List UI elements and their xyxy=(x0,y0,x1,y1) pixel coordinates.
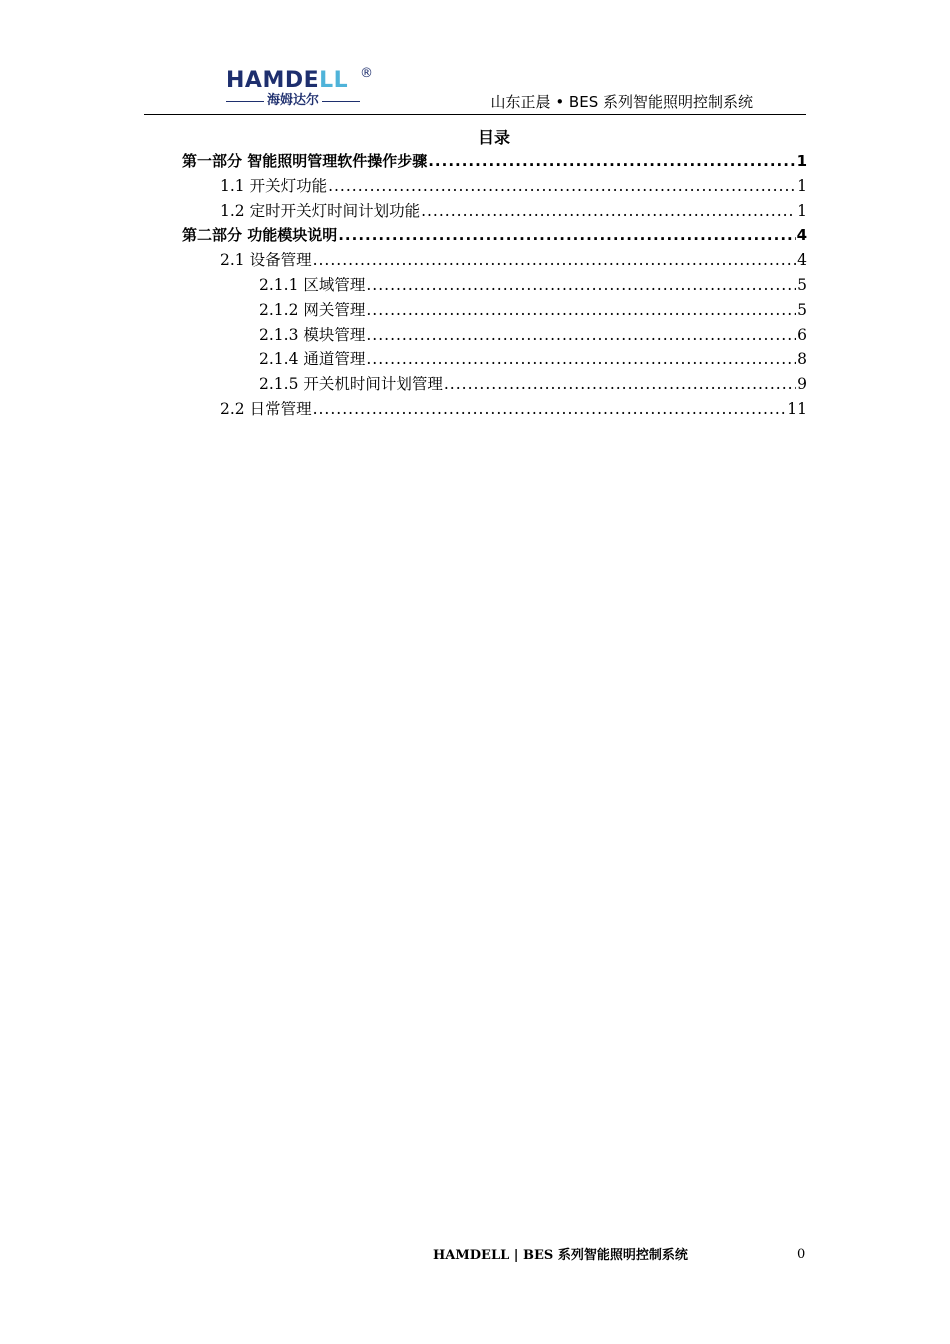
toc-leader-dots xyxy=(366,273,796,297)
toc-entry[interactable] xyxy=(182,347,807,372)
toc-entry-page: 5 xyxy=(797,275,807,294)
toc-entry-page: 4 xyxy=(796,226,807,245)
toc-leader-dots xyxy=(444,372,796,396)
toc-entry-label: 第二部分 功能模块说明 xyxy=(182,226,338,245)
logo-line-right xyxy=(322,101,360,102)
toc-entry-page: 9 xyxy=(797,375,807,394)
logo-line-left xyxy=(226,101,264,102)
toc-entry[interactable] xyxy=(182,174,807,199)
toc-entry-label: 2.1.1 区域管理 xyxy=(259,275,366,294)
toc-entry-label: 2.1.2 网关管理 xyxy=(259,300,366,319)
toc-entry-page: 5 xyxy=(797,300,807,319)
header-title: 山东正晨 • BES 系列智能照明控制系统 xyxy=(490,93,753,111)
footer-text: HAMDELL | BES 系列智能照明控制系统 xyxy=(433,1248,688,1263)
toc-entry-page: 4 xyxy=(797,251,807,270)
toc-entry[interactable] xyxy=(182,372,807,397)
toc-entry[interactable] xyxy=(182,199,807,224)
toc-entry[interactable] xyxy=(182,149,807,174)
logo-chinese-name: 海姆达尔 xyxy=(267,93,320,108)
toc-leader-dots xyxy=(366,323,796,347)
toc-entry-label: 1.2 定时开关灯时间计划功能 xyxy=(220,201,421,220)
logo-wordmark-accent: LL xyxy=(319,68,349,93)
toc-leader-dots xyxy=(328,174,796,198)
toc-entry-label: 2.1.3 模块管理 xyxy=(259,325,366,344)
toc-entry-label: 2.1.4 通道管理 xyxy=(259,350,366,369)
toc-entry-label: 2.2 日常管理 xyxy=(220,399,312,418)
toc-entry-label: 2.1 设备管理 xyxy=(220,251,312,270)
logo-wordmark xyxy=(226,68,348,94)
toc-leader-dots xyxy=(428,149,795,173)
registered-mark: ® xyxy=(360,66,373,81)
logo-subtitle xyxy=(226,92,360,110)
hamdell-logo xyxy=(226,68,376,112)
toc-entry-page: 6 xyxy=(797,325,807,344)
toc-entry[interactable] xyxy=(182,223,807,248)
toc-leader-dots xyxy=(338,223,795,247)
toc-entry[interactable] xyxy=(182,298,807,323)
toc-entry-page: 1 xyxy=(797,176,807,195)
toc-leader-dots xyxy=(366,347,796,371)
toc-entry[interactable] xyxy=(182,273,807,298)
toc-entry-page: 11 xyxy=(787,399,807,418)
toc-leader-dots xyxy=(313,397,787,421)
toc-leader-dots xyxy=(313,248,797,272)
toc-leader-dots xyxy=(421,199,796,223)
footer-page-number: 0 xyxy=(797,1247,806,1262)
toc-entry-label: 第一部分 智能照明管理软件操作步骤 xyxy=(182,152,428,170)
header-divider xyxy=(144,114,806,115)
toc-entry-page: 1 xyxy=(796,152,807,170)
toc-entry-page: 1 xyxy=(797,201,807,220)
logo-wordmark-text: HAMDELL xyxy=(226,68,349,93)
toc-entry-label: 1.1 开关灯功能 xyxy=(220,176,328,195)
toc-entry-label: 2.1.5 开关机时间计划管理 xyxy=(259,375,443,394)
toc-entry[interactable] xyxy=(182,397,807,422)
toc-leader-dots xyxy=(366,298,796,322)
toc-entry[interactable] xyxy=(182,323,807,348)
toc-entry[interactable] xyxy=(182,248,807,273)
toc-title: 目录 xyxy=(477,128,510,147)
toc-entry-page: 8 xyxy=(797,350,807,369)
table-of-contents xyxy=(182,149,807,422)
